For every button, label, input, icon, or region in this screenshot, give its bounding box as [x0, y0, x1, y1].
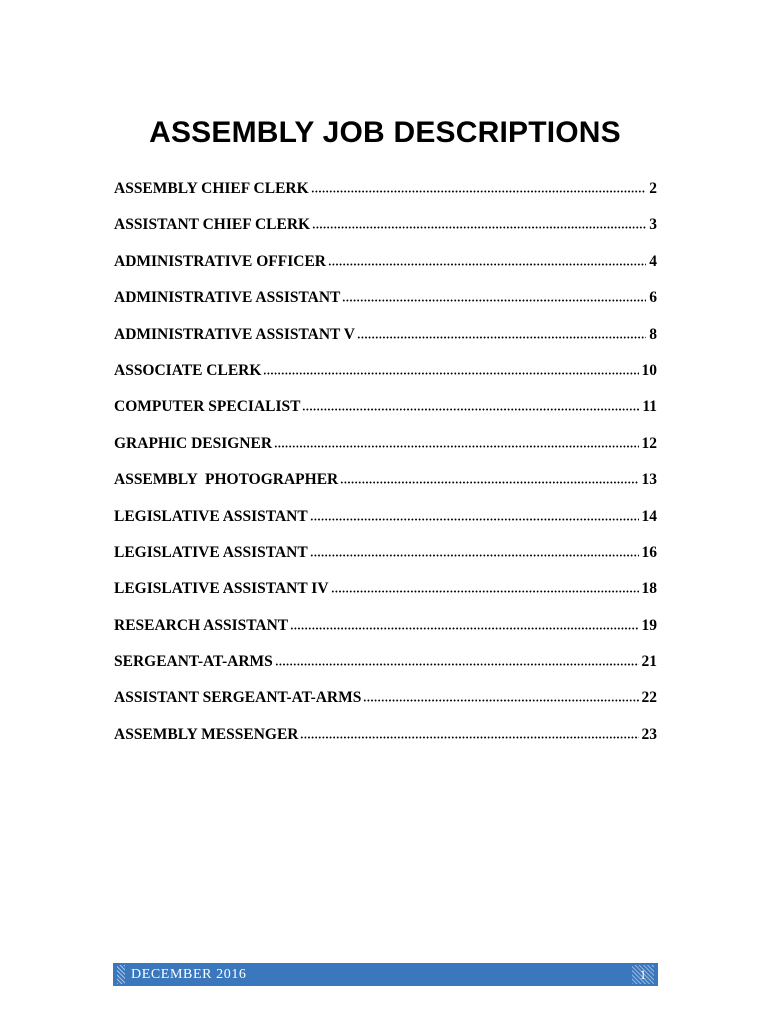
toc-dot-leader	[310, 509, 639, 521]
toc-entry-page: 16	[641, 543, 657, 561]
toc-dot-leader	[302, 399, 639, 411]
toc-dot-leader	[310, 545, 639, 557]
page-title: ASSEMBLY JOB DESCRIPTIONS	[149, 116, 621, 150]
toc-dot-leader	[312, 217, 646, 229]
toc-entry-title: ASSEMBLY PHOTOGRAPHER	[114, 471, 339, 489]
toc-entry[interactable]	[114, 613, 657, 649]
footer-bar	[113, 963, 658, 986]
footer-date: DECEMBER 2016	[131, 966, 247, 982]
toc-dot-leader	[363, 690, 638, 702]
toc-entry-title: LEGISLATIVE ASSISTANT	[114, 543, 308, 561]
toc-entry-page: 18	[641, 580, 657, 598]
toc-entry-page: 21	[641, 653, 657, 671]
toc-entry-title: ASSEMBLY MESSENGER	[114, 725, 299, 743]
toc-dot-leader	[357, 327, 646, 339]
toc-entry-page: 14	[641, 507, 657, 525]
toc-dot-leader	[300, 727, 638, 739]
toc-entry-title: ADMINISTRATIVE ASSISTANT V	[114, 325, 355, 343]
toc-entry-page: 10	[641, 361, 657, 379]
toc-entry-title: ASSISTANT SERGEANT-AT-ARMS	[114, 689, 362, 707]
toc-entry-page: 2	[649, 180, 657, 197]
toc-entry-title: ASSISTANT CHIEF CLERK	[114, 216, 311, 234]
toc-entry[interactable]	[114, 722, 657, 758]
toc-entry-title: LEGISLATIVE ASSISTANT	[114, 507, 308, 525]
toc-dot-leader	[340, 472, 638, 484]
toc-entry[interactable]	[114, 576, 657, 612]
toc-entry[interactable]	[114, 649, 657, 685]
toc-entry-title: SERGEANT-AT-ARMS	[114, 653, 273, 671]
toc-entry-title: ADMINISTRATIVE ASSISTANT	[114, 289, 341, 307]
toc-entry[interactable]	[114, 540, 657, 576]
toc-entry-page: 12	[641, 434, 657, 452]
toc-dot-leader	[342, 290, 646, 302]
toc-entry-title: ADMINISTRATIVE OFFICER	[114, 252, 326, 270]
toc-dot-leader	[274, 436, 638, 448]
toc-entry[interactable]	[114, 212, 657, 248]
toc-dot-leader	[290, 618, 638, 630]
toc-entry-title: ASSEMBLY CHIEF CLERK	[114, 180, 309, 197]
toc-dot-leader	[275, 654, 639, 666]
toc-entry-page: 19	[641, 616, 657, 634]
toc-entry-page: 4	[649, 252, 657, 270]
toc-entry-page: 13	[641, 471, 657, 489]
footer-left	[117, 963, 247, 986]
toc-entry-title: COMPUTER SPECIALIST	[114, 398, 301, 416]
toc-entry-page: 6	[649, 289, 657, 307]
toc-dot-leader	[328, 254, 646, 266]
toc-entry[interactable]	[114, 394, 657, 430]
hatch-pattern-icon	[117, 965, 125, 984]
toc-entry-page: 3	[649, 216, 657, 234]
toc-entry-title: ASSOCIATE CLERK	[114, 361, 262, 379]
toc-dot-leader	[331, 581, 639, 593]
toc-entry[interactable]	[114, 467, 657, 503]
toc-entry[interactable]	[114, 322, 657, 358]
toc-entry[interactable]	[114, 504, 657, 540]
toc-entry[interactable]	[114, 176, 657, 212]
toc-entry-page: 23	[641, 725, 657, 743]
toc-entry[interactable]	[114, 285, 657, 321]
footer-page-number: 1	[632, 965, 654, 984]
toc-entry-page: 22	[641, 689, 657, 707]
toc-dot-leader	[263, 363, 638, 375]
toc-entry-title: RESEARCH ASSISTANT	[114, 616, 289, 634]
toc-entry[interactable]	[114, 358, 657, 394]
toc-entry[interactable]	[114, 431, 657, 467]
toc-entry[interactable]	[114, 249, 657, 285]
toc-entry-title: LEGISLATIVE ASSISTANT IV	[114, 580, 329, 598]
toc-entry-title: GRAPHIC DESIGNER	[114, 434, 273, 452]
toc-entry-page: 11	[642, 398, 657, 416]
toc-entry[interactable]	[114, 685, 657, 721]
toc-entry-page: 8	[649, 325, 657, 343]
toc-dot-leader	[311, 181, 647, 193]
table-of-contents	[114, 176, 657, 758]
